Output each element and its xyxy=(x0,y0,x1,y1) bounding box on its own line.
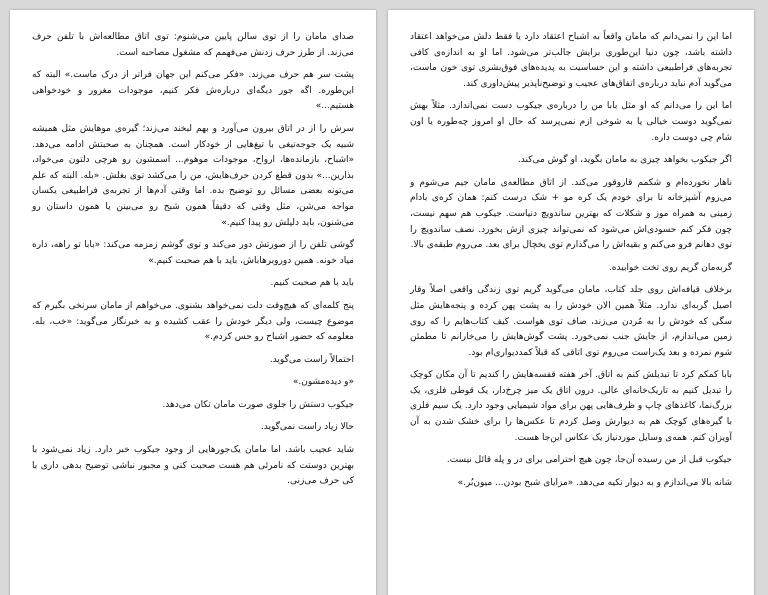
paragraph: «و دیده‌مشون.» xyxy=(292,377,354,388)
page-right xyxy=(388,10,754,595)
paragraph: جیکوب قبل از من رسیده آن‌جا، چون هیچ احترامی برای در و پله قائل نیست. xyxy=(446,455,732,466)
paragraph: ناهار نخورده‌ام و شکمم قاروقور می‌کند. از اتاق مطالعه‌ی مامان جیم می‌شوم و می‌روم آشپزخانه تا برای خودم یک کره مو + شک درست کنم: همان کره‌ی بادام زمینی به همراه موز و شکلات که بهترین ساندویچ دنیاست. جیکوب هم سهم نیست، چون فکر کنم حسودی‌اش می‌شود که نمی‌تواند چیزی ازش بخورد. نصف ساندویچ را توی دهانم فرو می‌کنم و بقیه‌اش را می‌گذارم توی یخچال برای بعد. می‌روم طبقه‌ی بالا. xyxy=(410,177,732,251)
paragraph: شانه بالا می‌اندازم و به دیوار تکیه می‌دهد. «مزایای شبح بودن... میون‌بُر.» xyxy=(457,477,732,488)
paragraph: گوشی تلفن را از صورتش دور می‌کند و توی گوشم زمزمه می‌کند: «بابا تو راهه، داره میاد خونه. همین دوروبرهاباش، باید با هم صحبت کنیم.» xyxy=(32,240,354,266)
paragraph: گربه‌مان گریم روی تخت خوابیده. xyxy=(608,262,732,273)
paragraph: باید با هم صحبت کنیم. xyxy=(270,278,354,289)
paragraph: اما این را نمی‌دانم که مامان واقعاً به اشباح اعتقاد دارد یا فقط دلش می‌خواهد اعتقاد داشته باشد، چون دنیا این‌طوری برایش جالب‌تر می‌شود. اما او به اندازه‌ی کافی تجربه‌های فراطبیعی داشته و این حساسیت به پدیده‌های فوق‌بشری توی خون ماست، می‌گوید آدم نباید درباره‌ی اتفاق‌های عجیب و توضیح‌ناپذیر پیش‌داوری کند. xyxy=(410,32,732,89)
paragraph: برخلاف قیافه‌اش روی جلد کتاب، مامان می‌گوید گریم توی زندگی واقعی اصلاً وقار اصیل گربه‌ای ندارد. مثلاً همین الان خودش را به پشت پهن کرده و پنجه‌هایش مثل سگی که خودش را به مُردن می‌زند، صاف توی هواست. کیف کتاب‌هایم را که روی زمین می‌اندازم، از جایش جنب نمی‌خورد. پشت گوش‌هایش را می‌خارانم تا مطمئن شوم نمرده و بعد یک‌راست می‌روم توی اتاقی که قبلاً کمددیواری‌ام بود. xyxy=(410,285,732,358)
paragraph: حالا زیاد راست نمی‌گوید. xyxy=(260,422,354,433)
paragraph: پشت سر هم حرف می‌زند. «فکر می‌کنم این جهان فراتر از درک ماست.» البته که این‌طوره. اگه جور دیگه‌ای درباره‌ش فکر کنیم، موجودات مغرور و خودخواهی هستیم...» xyxy=(32,70,354,112)
page-left xyxy=(10,10,376,595)
paragraph: بابا کمکم کرد تا تبدیلش کنم به اتاق. آخر هفته قفسه‌هایش را کندیم تا آن مکان کوچک را تبدیل کنیم به تاریک‌خانه‌ای عالی. درون اتاق یک میز چرخ‌دار، یک قوطی فلزی، یک بزرگ‌نما، کاغذهای چاپ و ظرف‌هایی پهن برای مواد شیمیایی وجود دارد. یک سیم فلزی با گیره‌های کوچک هم به دیوارش وصل کردم تا عکس‌ها را برای خشک شدن به آن آویزان کنم. همه‌ی وسایل موردنیاز یک عکاس این‌جا هست. xyxy=(410,370,732,443)
paragraph: سرش را از در اتاق بیرون می‌آورد و بهم لبخند می‌زند؛ گیره‌ی موهایش مثل همیشه شبیه یک جوجه‌تیغی با تیغ‌هایی از خودکار است. همچنان به صحبتش ادامه می‌دهد. «اشباح، بازمانده‌ها، ارواح، موجودات موهوم... اسمشون رو هرچی دلتون می‌خواد، بذارین...» بدون قطع کردن حرف‌هایش، من را می‌کشد توی بغلش. «بله. البته که علم می‌تونه بعضی مسائل رو توضیح بده. اما وقتی آدم‌ها از تجربه‌ی فراطبیعی یکسان مواجه می‌شن، مثل وقتی که دقیقاً همون شبح رو می‌بینن یا همون داستان رو می‌شنون، باید دلیلش رو پیدا کنیم.» xyxy=(32,123,354,228)
paragraph: پنج کلمه‌ای که هیچ‌وقت دلت نمی‌خواهد بشنوی. می‌خواهم از مامان سرنخی بگیرم که موضوع چیست، ولی دیگر خودش را عقب کشیده و به خبرنگار می‌گوید: «خب، بله. معلومه که حضور اشباح رو حس کردم.» xyxy=(32,300,354,343)
paragraph: اما این را می‌دانم که او مثل بابا من را درباره‌ی جیکوب دست نمی‌اندازد. مثلاً بهش نمی‌گوید دوست خیالی یا به شوخی ازم نمی‌پرسد که حال او امروز چه‌طوره یا اون شام چی دوست داره. xyxy=(410,101,732,143)
paragraph: اگر جیکوب بخواهد چیزی به مامان بگوید، او گوش می‌کند. xyxy=(517,155,732,166)
paragraph: جیکوب دستش را جلوی صورت مامان تکان می‌دهد. xyxy=(162,399,354,410)
paragraph: صدای مامان را از توی سالن پایین می‌شنوم: توی اتاق مطالعه‌اش با تلفن حرف می‌زند. از طرز حرف زدنش می‌فهمم که مشغول مصاحبه است. xyxy=(32,32,354,58)
paragraph: احتمالاً راست می‌گوید. xyxy=(269,354,354,365)
paragraph: شاید عجیب باشد، اما مامان یک‌جورهایی از وجود جیکوب خبر دارد. زیاد نمی‌شود با بهترین دوستت که نامرئی هم هست صحبت کنی و مجبور نباشی توضیح بدهی داری با کی حرف می‌زنی. xyxy=(32,445,354,487)
